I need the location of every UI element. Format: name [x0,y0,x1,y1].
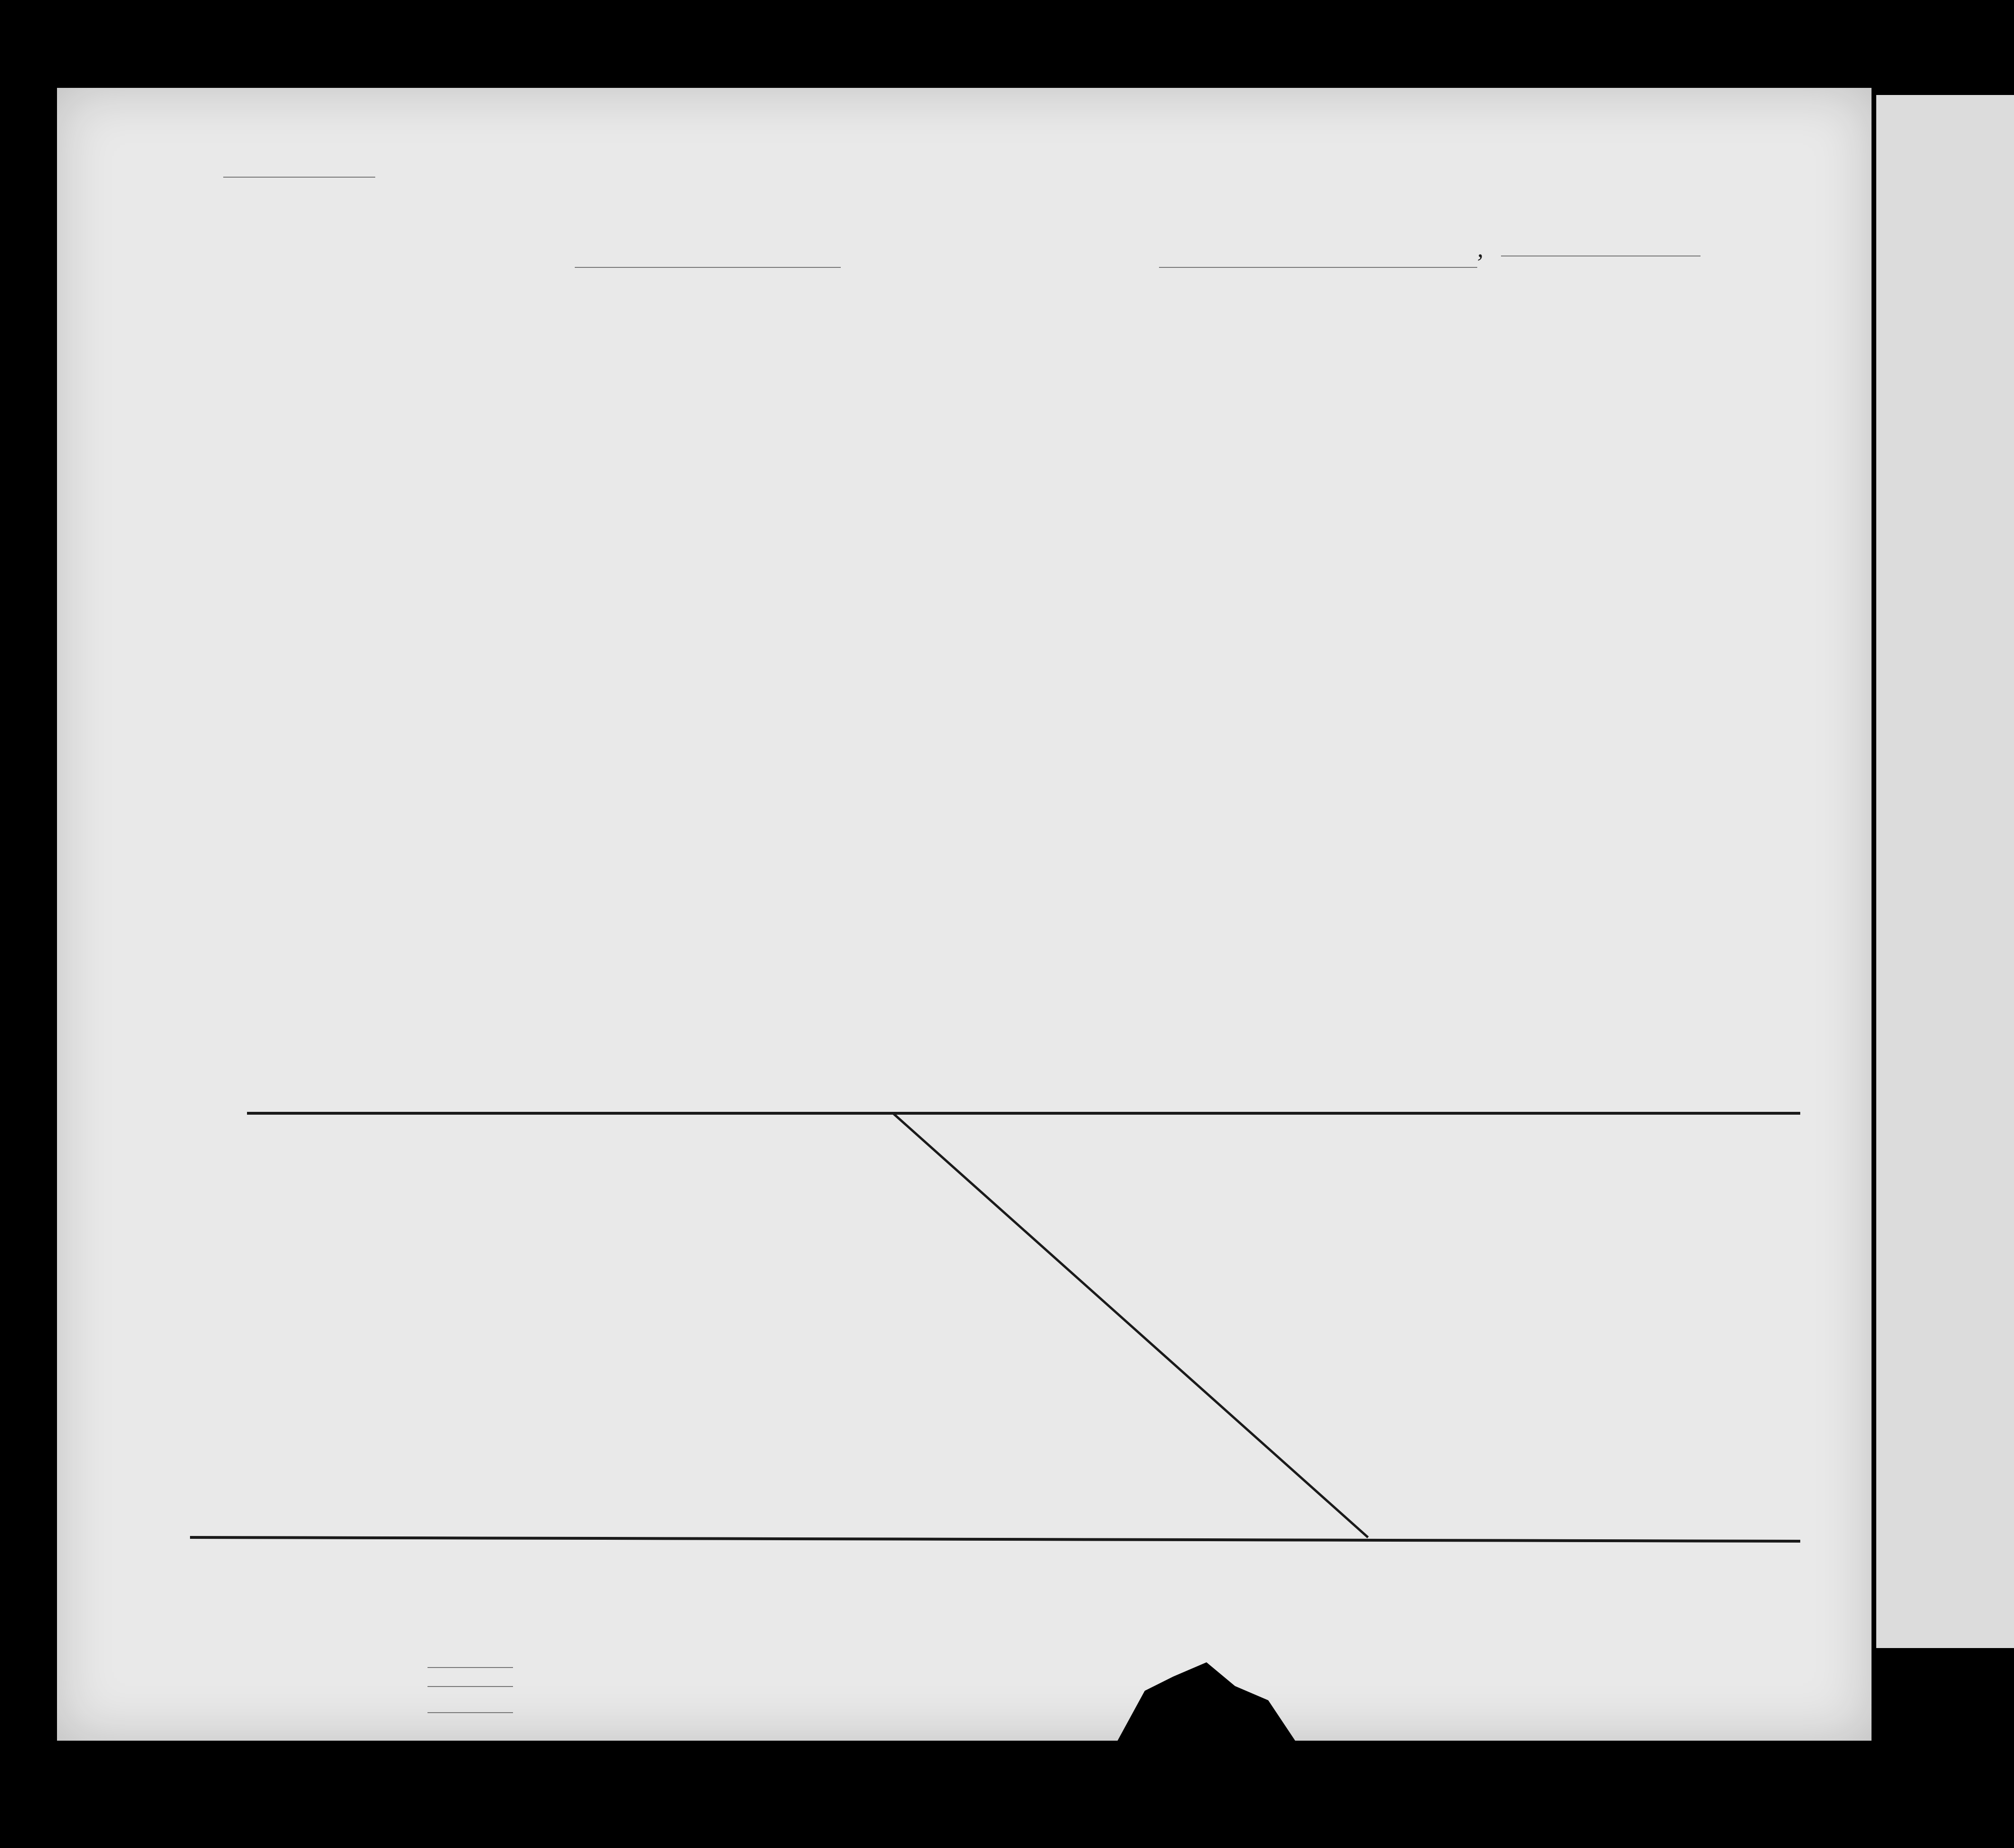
footer-total-line [428,1667,513,1668]
closing-line-diagonal [893,1113,1368,1537]
comma-separator: , [1477,236,1483,263]
closing-line-bottom [190,1537,1800,1541]
torn-corner [1116,1662,1297,1743]
footer-aliens-line [428,1712,513,1713]
footer-citizens-line [428,1686,513,1687]
